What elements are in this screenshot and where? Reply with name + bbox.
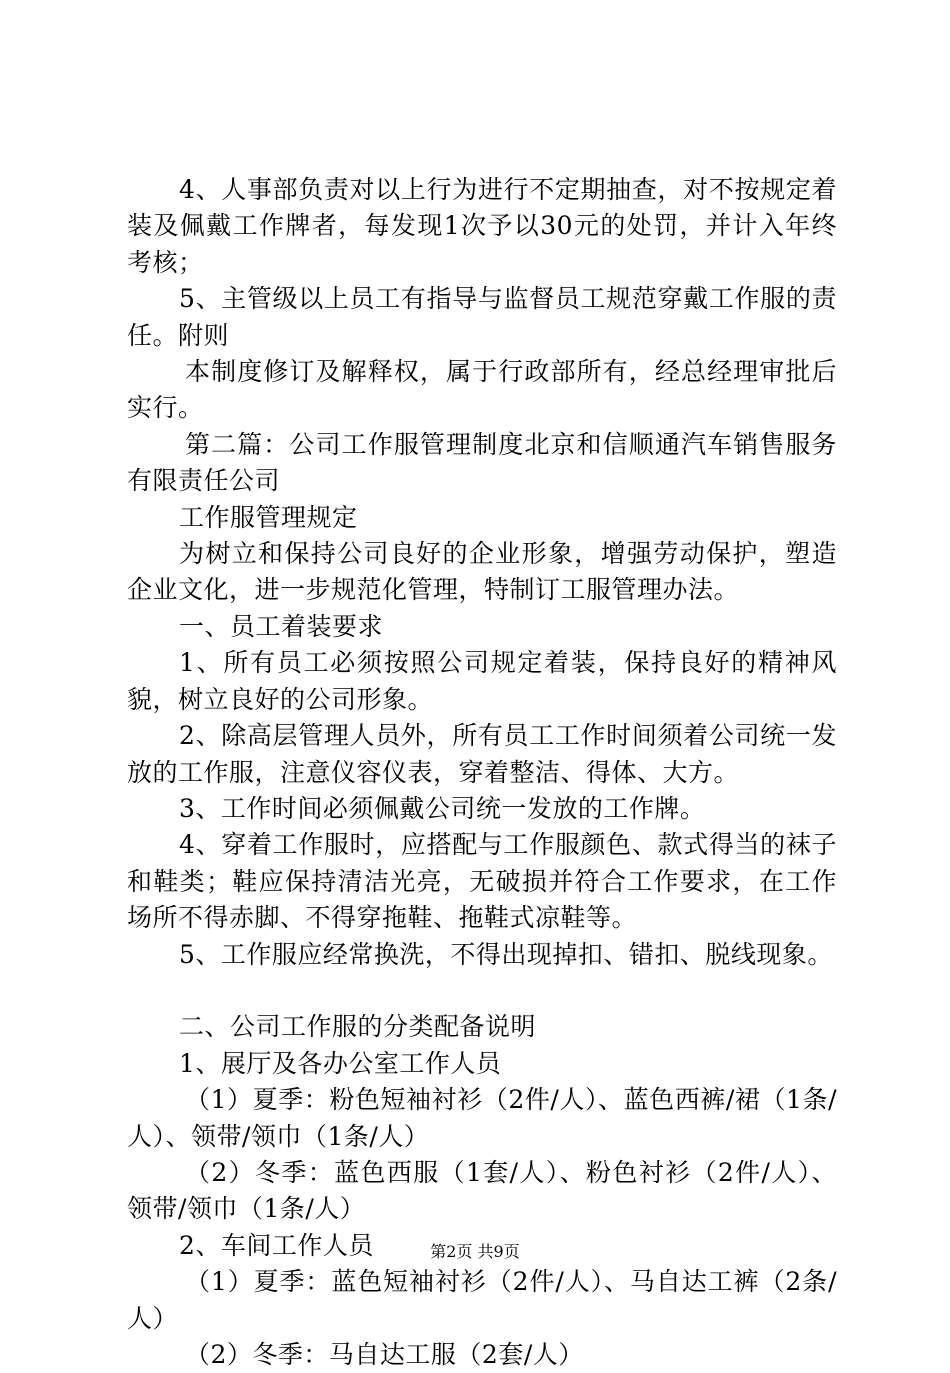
paragraph-workshop-summer: （1）夏季：蓝色短袖衬衫（2件/人）、马自达工裤（2条/人） <box>127 1267 837 1333</box>
paragraph-showroom-summer: （1）夏季：粉色短袖衬衫（2件/人）、蓝色西裤/裙（1条/人）、领带/领巾（1条/人） <box>127 1085 837 1151</box>
section-heading-dress-requirements: 一、员工着装要求 <box>179 611 384 641</box>
paragraph-showroom-winter: （2）冬季：蓝色西服（1套/人）、粉色衬衫（2件/人）、领带/领巾（1条/人） <box>127 1157 837 1224</box>
paragraph-interpretation-rights: 本制度修订及解释权，属于行政部所有，经总经理审批后实行。 <box>127 357 837 423</box>
paragraph-item-4-inspection: 4、人事部负责对以上行为进行不定期抽查，对不按规定着装及佩戴工作牌者，每发现1次予以30元的处罚，并计入年终考核； <box>127 175 837 277</box>
subheading-workshop-staff: 2、车间工作人员 <box>179 1230 374 1260</box>
paragraph-rule-5: 5、工作服应经常换洗，不得出现掉扣、错扣、脱线现象。 <box>179 939 833 969</box>
section-heading-part-two: 第二篇：公司工作服管理制度北京和信顺通汽车销售服务有限责任公司 <box>127 429 837 496</box>
paragraph-item-5-supervision: 5、主管级以上员工有指导与监督员工规范穿戴工作服的责任。附则 <box>127 284 837 350</box>
paragraph-purpose: 为树立和保持公司良好的企业形象，增强劳动保护，塑造企业文化，进一步规范化管理，特制订工服管理办法。 <box>127 539 837 605</box>
page-footer: 第2页 共9页 <box>430 1242 520 1261</box>
section-heading-classification: 二、公司工作服的分类配备说明 <box>179 1012 537 1042</box>
paragraph-rule-4: 4、穿着工作服时，应搭配与工作服颜色、款式得当的袜子和鞋类；鞋应保持清洁光亮，无破损并符合工作要求，在工作场所不得赤脚、不得穿拖鞋、拖鞋式凉鞋等。 <box>127 830 837 933</box>
paragraph-rule-3: 3、工作时间必须佩戴公司统一发放的工作牌。 <box>179 793 706 823</box>
paragraph-rule-1: 1、所有员工必须按照公司规定着装，保持良好的精神风貌，树立良好的公司形象。 <box>127 648 837 714</box>
blank-line <box>127 973 837 1009</box>
paragraph-workshop-winter: （2）冬季：马自达工服（2套/人） <box>185 1339 584 1369</box>
paragraph-rule-2: 2、除高层管理人员外，所有员工工作时间须着公司统一发放的工作服，注意仪容仪表，穿着整洁、得体、大方。 <box>127 721 837 787</box>
document-body <box>127 172 837 1373</box>
document-title: 工作服管理规定 <box>179 502 358 532</box>
subheading-showroom-staff: 1、展厅及各办公室工作人员 <box>179 1048 502 1078</box>
